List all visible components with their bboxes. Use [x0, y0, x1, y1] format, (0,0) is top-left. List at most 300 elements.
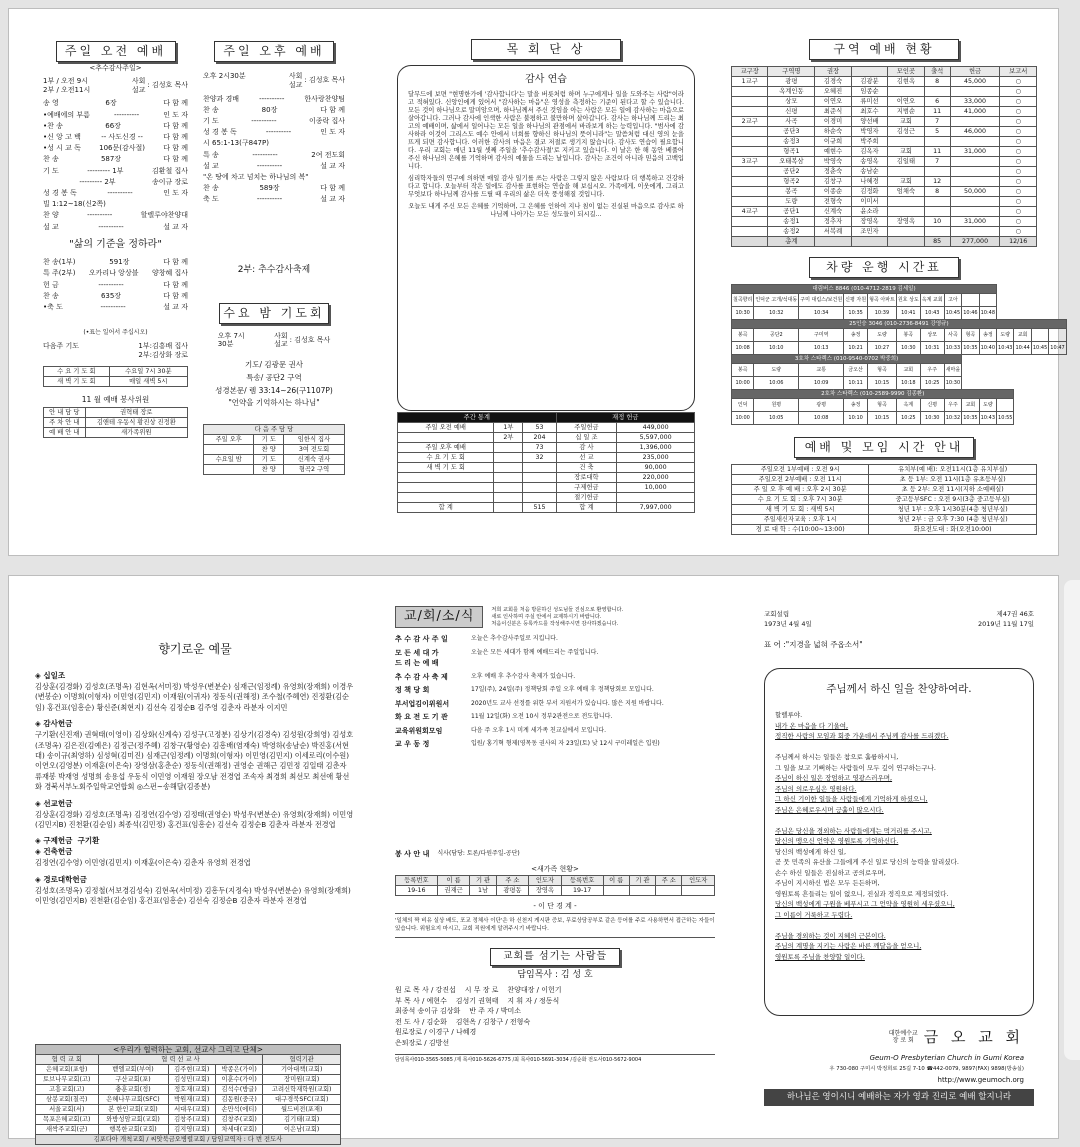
coop-cell: 김지영(교회): [168, 1125, 215, 1135]
district-cell: [732, 187, 768, 197]
schedule-cell: 청년 1부 : 오후 1시30분(4층 청년부실): [869, 505, 1037, 515]
district-head: 모인곳: [888, 67, 924, 77]
bus-time: 10:45: [1031, 342, 1048, 355]
district-cell: [924, 227, 950, 237]
bus-route-name: 대림버스 8846 (010-4712-2819 김세일): [732, 285, 997, 294]
coop-row: [36, 1125, 341, 1135]
bus-stop: 형곡: [868, 364, 897, 377]
pm-order-row: [203, 127, 345, 138]
district-cell: [888, 197, 924, 207]
district-row: [732, 177, 1037, 187]
morning-times: 1부 / 오전 9시 2부 / 오전11시: [43, 76, 91, 94]
district-head: 헌금: [950, 67, 1000, 77]
standing-note: (•표는 일어서 주십시오): [83, 328, 148, 336]
stats-cell: 235,000: [617, 453, 695, 463]
coop-cell: 고흥교회(고): [36, 1085, 99, 1095]
district-cell: 장영옥: [851, 217, 887, 227]
bus-stop: 옥계 교회: [920, 294, 944, 307]
pm-order-row: [203, 138, 345, 149]
coop-head-org: 협력기관: [263, 1055, 341, 1065]
service-info-value: 식사(담당: 토론/다원주일-공단): [437, 849, 520, 857]
column-paragraph-3: 오늘도 내게 주신 모든 은혜를 기억하며, 그 은혜를 인하여 지나 침이 없는 진실된 마음으로 감사로 하나님께 나아가는 모든 성도들이 되시길...: [408, 203, 684, 219]
coop-cell: 와방성암교회(교회): [98, 1115, 168, 1125]
wednesday-preacher: : 김성호 목사: [289, 336, 331, 344]
offering-section: [35, 836, 355, 868]
district-cell: ○: [1000, 207, 1037, 217]
district-row: [732, 117, 1037, 127]
offering-section: [35, 875, 355, 907]
duty-cell: 3여 전도회: [284, 445, 345, 455]
coop-cell: 기아대책(교회): [263, 1065, 341, 1075]
am-order2-cell: 다 함 께: [163, 258, 188, 267]
district-row: [732, 147, 1037, 157]
news-item-text: 오늘은 모든 세대가 함께 예배드리는 주일입니다.: [471, 648, 599, 656]
coop-cell: 김동원(중국): [215, 1095, 262, 1105]
november-duty-cell: 예 배 안 내: [44, 428, 86, 438]
district-cell: 총계: [768, 237, 815, 247]
district-cell: [950, 87, 1000, 97]
pm-order-cell: 설 교 자: [320, 161, 345, 170]
stats-row: [398, 493, 695, 503]
new-family-head: 주 소: [656, 876, 682, 886]
district-head: 보고서: [1000, 67, 1037, 77]
district-cell: 33,000: [950, 97, 1000, 107]
bus-times-row: [732, 412, 1067, 425]
offering-section-names: 구기환(신진재) 권혁태(이영이) 김상화(신계숙) 김성구(고정분) 김상기(김경숙) 김성원(강희영) 김성호(조명옥) 김은진(김예은) 김정근(정주혜) 김창구(황영순) 김흥배(염재숙) 박영하(송남순) 박진홍(서현대) 송이규(최영하) 심성혁(김미진) 심재근(임정례) 이명희(이형자) 이민영(김민지) 이세로리(이수원) 이연오(김영분) 이재훈(이은숙) 장영삼(홍춘순) 정동식(권해정) 권영순 권해근 김민정 김일태 김춘자 류재봉 박재영 성명희 송용섭 우동식 이민영 이재원 장오남 전경엽 조속자 최경희 최선모 최선애 황선화 경북서부노회주일학교연합회 ◎스펀~송해달(김종분): [35, 730, 354, 792]
staff-line: 은퇴장로 / 김방선: [395, 1038, 450, 1047]
bus-time: 10:43: [997, 342, 1014, 355]
bus-time: 10:48: [979, 307, 996, 320]
district-head: 구역명: [768, 67, 815, 77]
bus-stop: 도량: [979, 399, 996, 412]
new-family-head: 등록번호: [396, 876, 438, 886]
am-order-row: [43, 154, 188, 165]
am-order2-cell: ----------: [100, 302, 126, 311]
bus-stop: 새마을: [944, 364, 962, 377]
bus-stop: 광평: [799, 399, 844, 412]
coop-cell: 고려신학재학원(교회): [263, 1085, 341, 1095]
district-cell: [950, 157, 1000, 167]
schedule-cell: 화요전도대 : 화(오전10:00): [869, 525, 1037, 535]
staff-line: 원 로 목 사 / 강진섭 시 무 장 로 찬양대장 / 이헌기: [395, 986, 562, 995]
coop-footer: 김포다아 개척교회 / 씨앗북금오병렬교회 / 담임교역자 : 다 번 전도사: [36, 1135, 341, 1145]
bus-stop: 봉곡: [896, 329, 920, 342]
bus-time: 10:00: [732, 377, 754, 390]
weekly-stats-table: [397, 412, 695, 513]
district-cell: 12/16: [1000, 237, 1037, 247]
wednesday-line: "언약을 기억하시는 하나님": [228, 398, 320, 408]
church-name-en: Geum-O Presbyterian Church in Gumi Korea: [869, 1054, 1024, 1062]
wednesday-prayer-title: 수요 밤 기도회: [219, 303, 329, 324]
am-order-row: [43, 165, 188, 176]
psalm-line: 그 이름이 거룩하고 두렵다.: [775, 910, 853, 919]
bus-time: 10:35: [962, 342, 979, 355]
prayer-meeting-cell: 새 벽 기 도 회: [44, 376, 110, 386]
district-cell: 10: [924, 217, 950, 227]
am-order2-cell: 찬 송: [43, 291, 59, 300]
stats-cell: [494, 463, 523, 473]
am-order-cell: 다 함 께: [163, 144, 188, 153]
bus-stop: [1031, 329, 1048, 342]
bus-stops-row: [732, 329, 1067, 342]
issue-date: 2019년 11월 17일: [977, 620, 1034, 629]
district-total-row: [732, 237, 1037, 247]
district-cell: [732, 137, 768, 147]
am-order-cell: 587장: [100, 155, 122, 164]
am-order-cell: ----------: [87, 211, 113, 220]
district-cell: 전형숙: [815, 197, 851, 207]
pm-order-cell: 찬 송: [203, 105, 219, 114]
district-cell: [732, 107, 768, 117]
bus-stop: 송정: [844, 329, 868, 342]
psalm-box: [764, 668, 1034, 1016]
district-cell: 오혜진: [815, 87, 851, 97]
bus-time: 10:40: [979, 342, 996, 355]
duty-cell: 기 도: [254, 435, 284, 445]
november-duty-table: [43, 407, 188, 438]
november-duty-row: [44, 418, 188, 428]
psalm-line: 당신의 맹으신 언약은 영원토록 기억하신다.: [775, 837, 899, 846]
am-order2-cell: 다 함 께: [163, 280, 188, 289]
coop-cell: 벧엘교회(부여): [98, 1065, 168, 1075]
district-cell: ○: [1000, 177, 1037, 187]
est-label: 교회설립: [764, 610, 790, 618]
coop-cell: 장미원(교회): [263, 1075, 341, 1085]
am-order-cell: --------- 1부: [87, 166, 124, 175]
volume: 제47권 46호: [996, 610, 1034, 618]
stats-cell: 건 축: [556, 463, 617, 473]
coop-cell: 행복한교회(교회): [98, 1125, 168, 1135]
district-cell: ○: [1000, 167, 1037, 177]
coop-row: [36, 1065, 341, 1075]
news-item-label: 교육위원회모임: [395, 726, 443, 735]
district-cell: [924, 207, 950, 217]
district-cell: [950, 167, 1000, 177]
am-order-row: [43, 121, 188, 132]
bus-time: 10:32: [944, 412, 962, 425]
bus-stop: 교통: [799, 364, 844, 377]
psalm-title: 주님께서 하신 일을 찬양하여라.: [826, 683, 972, 695]
pm-order-cell: 축 도: [203, 195, 219, 204]
am-order-cell: 찬 양: [43, 211, 59, 220]
district-row: [732, 127, 1037, 137]
district-cell: 류미선: [851, 97, 887, 107]
psalm-line: [775, 815, 1023, 826]
heresy-text: '일체의 짝 비유 실상 배도, 포교 정체사 이단'은 하 신천지 게시판 증보, 무료상담공부로 같은 등어를 주로 사용하면서 접근하는 자들이 있습니다. 위험요지 마시고, 교회 직원에게 알려주시기 바랍니다.: [395, 913, 715, 938]
am-order-cell: •신 앙 고 백: [43, 133, 81, 142]
coop-cell: 김석수(방글): [215, 1085, 262, 1095]
bus-time: 10:25: [896, 412, 920, 425]
stats-cell: [398, 473, 494, 483]
prayer-meeting-row: [44, 376, 188, 386]
news-item-text: 2020년도 교사 선정를 위한 부서 지원서가 있습니다. 많은 지원 바랍니다.: [471, 699, 664, 707]
pm-order-cell: ----------: [259, 94, 285, 103]
service-info-label: 봉 사 안 내: [395, 849, 430, 858]
schedule-row: [732, 465, 1037, 475]
bus-stop: 형곡: [868, 399, 897, 412]
district-cell: 7: [924, 157, 950, 167]
offering-section-heading: ◈ 감사헌금: [35, 719, 73, 729]
morning-preacher: : 김성호 목사: [147, 81, 188, 90]
district-row: [732, 167, 1037, 177]
duty-cell: 신계숙 권사: [284, 455, 345, 465]
next-week-duty-title: 다 음 주 담 당: [204, 425, 345, 435]
psalm-line: 손수 하신 일들은 진실하고 공의로우며,: [775, 868, 886, 877]
am-order2-cell: 635장: [100, 291, 122, 300]
district-cell: ○: [1000, 217, 1037, 227]
bus-stop: 금오산: [844, 364, 868, 377]
psalm-line: 주님이 지시하신 법은 모두 든든하며,: [775, 879, 880, 888]
stats-row: [398, 483, 695, 493]
news-item: [395, 739, 715, 750]
am-order-cell: •성 시 교 독: [43, 144, 81, 153]
am-order-cell: 66장: [105, 121, 121, 130]
district-cell: 김경숙: [815, 77, 851, 87]
staff-line: 부 목 사 / 예현수 김성기 권혁태 지 휘 자 / 정동식: [395, 996, 560, 1005]
district-cell: ○: [1000, 137, 1037, 147]
bus-time: 10:30: [732, 307, 754, 320]
district-row: [732, 137, 1037, 147]
psalm-line: 그 하신 기이한 일들을 사람들에게 기억하게 하셨으니,: [775, 795, 928, 804]
bus-stop: 도량: [997, 329, 1014, 342]
psalm-line: 영원토록 흔들리는 일이 없으니, 진실과 정직으로 제정되었다.: [775, 889, 949, 898]
am-order2-cell: •축 도: [43, 302, 63, 311]
am-order2-cell: 헌 금: [43, 280, 59, 289]
stats-cell: [398, 493, 494, 503]
am-order-cell: -- 사도신경 --: [101, 133, 143, 142]
new-family-head: 등록번호: [561, 876, 603, 886]
coop-cell: 충훈교회(정): [98, 1085, 168, 1095]
am-order-row: [43, 98, 188, 109]
bulletin-page-inside: [8, 8, 1065, 556]
stats-cell: 32: [523, 453, 556, 463]
afternoon-festival-note: 2부: 추수감사축제: [237, 265, 311, 276]
worship-banner: 하나님은 영이시니 예배하는 자가 영과 진리로 예배 할지니라: [764, 1089, 1034, 1106]
senior-pastor: 담임목사 : 김 성 호: [517, 970, 593, 980]
am-order-cell: ----------: [107, 188, 133, 197]
schedule-cell: 중고등부SFC : 오전 9시(3층 중고등부실): [869, 495, 1037, 505]
am-order-row: [43, 109, 188, 120]
am-order2-row: [43, 291, 188, 302]
district-cell: 8: [924, 187, 950, 197]
stats-cell: 449,000: [617, 423, 695, 433]
am-order-cell: 찬 송: [43, 155, 59, 164]
district-cell: 예현수: [815, 147, 851, 157]
stats-row: [398, 453, 695, 463]
bus-stop: 신평 자원: [844, 294, 868, 307]
stats-cell: 주일헌금: [556, 423, 617, 433]
offering-section-names: 김상훈(김경화) 김성호(조명옥) 김정연(김수영) 김정태(권영순) 박성우(변분순) 유영희(장재희) 이민영(김민지B) 진천환(김순임) 최종석(김민정) 홍건표(임흥순) 김선숙 김정순B 김춘자 라분자 전경엽: [35, 809, 354, 829]
bus-time: 10:35: [962, 412, 979, 425]
stats-cell: 선 교: [556, 453, 617, 463]
psalm-line: 주님을 경외하는 것이 지혜의 근본이다.: [775, 931, 886, 940]
bus-stop: 형곡 아파트: [868, 294, 897, 307]
district-cell: [950, 207, 1000, 217]
schedule-row: [732, 495, 1037, 505]
pm-order-row: [203, 172, 345, 183]
pm-order-cell: 설 교 자: [320, 195, 345, 204]
new-family-head: 주 소: [496, 876, 529, 886]
district-cell: [950, 117, 1000, 127]
schedule-row: [732, 525, 1037, 535]
coop-cell: 김기태(교회): [263, 1115, 341, 1125]
staff-line: 원로장로 / 이경구 / 나혜경: [395, 1028, 477, 1037]
coop-row: [36, 1075, 341, 1085]
church-name: 금 오 교 회: [923, 1028, 1024, 1046]
district-cell: 이규희: [815, 137, 851, 147]
schedule-table: [731, 464, 1037, 535]
district-cell: [732, 167, 768, 177]
pm-order-cell: 589장: [259, 184, 280, 193]
wednesday-lead-labels: 사회 설교: [274, 331, 288, 349]
am-order2-row: [43, 268, 188, 279]
bus-route-row: [732, 390, 1067, 399]
psalm-line: 주님은 당신을 경외하는 사람들에게는 먹거리를 주시고,: [775, 826, 932, 835]
am-order-cell: 빌 1:12~18(신2쪽): [43, 200, 106, 209]
bus-stop: 칠곡향리: [732, 294, 754, 307]
new-family-cell: [682, 886, 715, 896]
district-cell: [732, 237, 768, 247]
district-cell: 6: [924, 97, 950, 107]
stats-cell: [523, 493, 556, 503]
coop-cell: 새싹주교회(군): [36, 1125, 99, 1135]
next-prayer-label: 다음주 기도: [43, 342, 80, 351]
coop-cell: 목포은혜교회(고): [36, 1115, 99, 1125]
bus-stop: 도량: [868, 329, 897, 342]
schedule-title: 예배 및 모임 시간 안내: [794, 437, 974, 458]
heresy-title: - 이 단 경 계 -: [533, 902, 577, 911]
november-duty-row: [44, 408, 188, 418]
district-cell: 2교구: [732, 117, 768, 127]
stats-cell: 합 계: [556, 503, 617, 513]
district-cell: 지범순: [888, 107, 924, 117]
duty-cell: 수요일 밤: [204, 455, 254, 465]
stats-cell: [523, 473, 556, 483]
bus-route-row: [732, 285, 1067, 294]
district-cell: [851, 237, 887, 247]
psalm-line: 주님의 의로우심은 영원하다.: [775, 784, 857, 793]
pm-order-cell: 특 송: [203, 150, 219, 159]
schedule-cell: 초 등 1부: 오전 11시(1층 유초등부실): [869, 475, 1037, 485]
bus-time: 10:32: [754, 307, 799, 320]
news-item-label: 화 요 전 도 기 관: [395, 713, 448, 722]
district-cell: ○: [1000, 97, 1037, 107]
pm-order-cell: 찬양과 경배: [203, 94, 240, 103]
staff-title: 교회를 섬기는 사람들: [490, 948, 620, 967]
morning-service-title: 주일 오전 예배: [56, 41, 176, 62]
district-cell: 엄채숙: [888, 187, 924, 197]
news-title: 교/회/소/식: [395, 606, 483, 628]
schedule-cell: 경 로 대 학 : 수(10:00~13:00): [732, 525, 869, 535]
offering-section-names: 김상훈(김경화) 김성호(조명옥) 김현옥(서미정) 박성우(변분순) 심재근(임정례) 유영희(장재희) 이경우(변봉순) 이명희(이형자) 이민영(김민지) 이재원(이귀자) 정동식(권해정) 조수철(주혜연) 진정환(김순임) 홍건표(임흥순) 황신준(최현지) 김선숙 김정순B 김주영 김춘자 라분자 이지민: [35, 681, 354, 712]
news-item: [395, 648, 715, 669]
scrollbar[interactable]: [1064, 580, 1080, 1060]
stats-row: [398, 443, 695, 453]
district-cell: ○: [1000, 157, 1037, 167]
bus-stop: 옥계: [896, 399, 920, 412]
district-cell: 41,000: [950, 107, 1000, 117]
coop-cell: 은혜나무교회(SFC): [98, 1095, 168, 1105]
stats-cell: 53: [523, 423, 556, 433]
bus-time: 10:09: [799, 377, 844, 390]
news-items: [395, 634, 715, 750]
district-cell: [924, 167, 950, 177]
new-family-cell: [603, 886, 629, 896]
bus-stop: 봉곡: [732, 364, 754, 377]
stats-cell: 주일 오전 예배: [398, 423, 494, 433]
duty-cell: 주일 오후: [204, 435, 254, 445]
schedule-cell: 주일새신자교육 : 오후 1시: [732, 515, 869, 525]
wednesday-line: 성경본문/ 렘 33:14~26(구1107P): [215, 385, 333, 395]
news-item: [395, 634, 715, 645]
district-cell: 김정화: [851, 187, 887, 197]
schedule-row: [732, 475, 1037, 485]
stats-row: [398, 463, 695, 473]
district-cell: 공단2: [768, 167, 815, 177]
am-order-cell: 할렐루야찬양대: [140, 211, 188, 220]
district-row: [732, 77, 1037, 87]
district-cell: 나혜경: [851, 177, 887, 187]
news-item-label: 모 든 세 대 가 드 리 는 예 배: [395, 648, 439, 668]
schedule-row: [732, 515, 1037, 525]
offering-section-heading: ◈ 구제헌금 구기환 ◈ 건축헌금: [35, 836, 100, 857]
district-row: [732, 87, 1037, 97]
district-cell: ○: [1000, 77, 1037, 87]
district-cell: 김창구: [815, 177, 851, 187]
am-order2-cell: 오카리나 앙상블: [88, 269, 139, 278]
bus-route-row: [732, 355, 1067, 364]
new-family-cell: 1남: [470, 886, 496, 896]
pm-order-cell: 인 도 자: [320, 128, 345, 137]
stats-head-left: 주간 통계: [398, 413, 557, 423]
pm-order-cell: "온 땅에 차고 넘치는 하나님의 복": [203, 173, 309, 182]
stats-cell: [617, 493, 695, 503]
bus-time: 10:30: [920, 412, 944, 425]
new-family-head: 이 름: [437, 876, 470, 886]
district-head: 권장: [815, 67, 851, 77]
offering-section-heading: ◈ 선교헌금: [35, 798, 73, 808]
district-cell: 교회: [888, 117, 924, 127]
bus-time: 10:06: [754, 377, 799, 390]
schedule-cell: 주일오전 1부예배 : 오전 9시: [732, 465, 869, 475]
coop-cell: 차세대(교회): [215, 1125, 262, 1135]
district-cell: 신평: [768, 107, 815, 117]
district-cell: 정추자: [815, 217, 851, 227]
district-cell: ○: [1000, 107, 1037, 117]
district-cell: 최준식: [815, 107, 851, 117]
pm-order-cell: 다 함 께: [320, 184, 345, 193]
bus-time: 10:15: [868, 377, 897, 390]
district-cell: 이미서: [851, 197, 887, 207]
am-order2-row: [43, 302, 188, 313]
bus-stop: 원호 상도: [896, 294, 920, 307]
district-cell: [732, 127, 768, 137]
am-order-cell: 다 함 께: [163, 121, 188, 130]
bus-times-row: [732, 342, 1067, 355]
bus-time: 10:43: [979, 412, 996, 425]
afternoon-lead-labels: 사회 설교: [288, 72, 303, 89]
new-family-table: [395, 875, 715, 896]
district-cell: [732, 227, 768, 237]
district-cell: [815, 237, 851, 247]
district-cell: 이경미: [815, 117, 851, 127]
district-head: 출석: [924, 67, 950, 77]
stats-cell: 5,597,000: [617, 433, 695, 443]
pm-order-row: [203, 105, 345, 116]
stats-cell: 515: [523, 503, 556, 513]
district-cell: 광평: [768, 77, 815, 87]
psalm-line: [775, 742, 1023, 753]
